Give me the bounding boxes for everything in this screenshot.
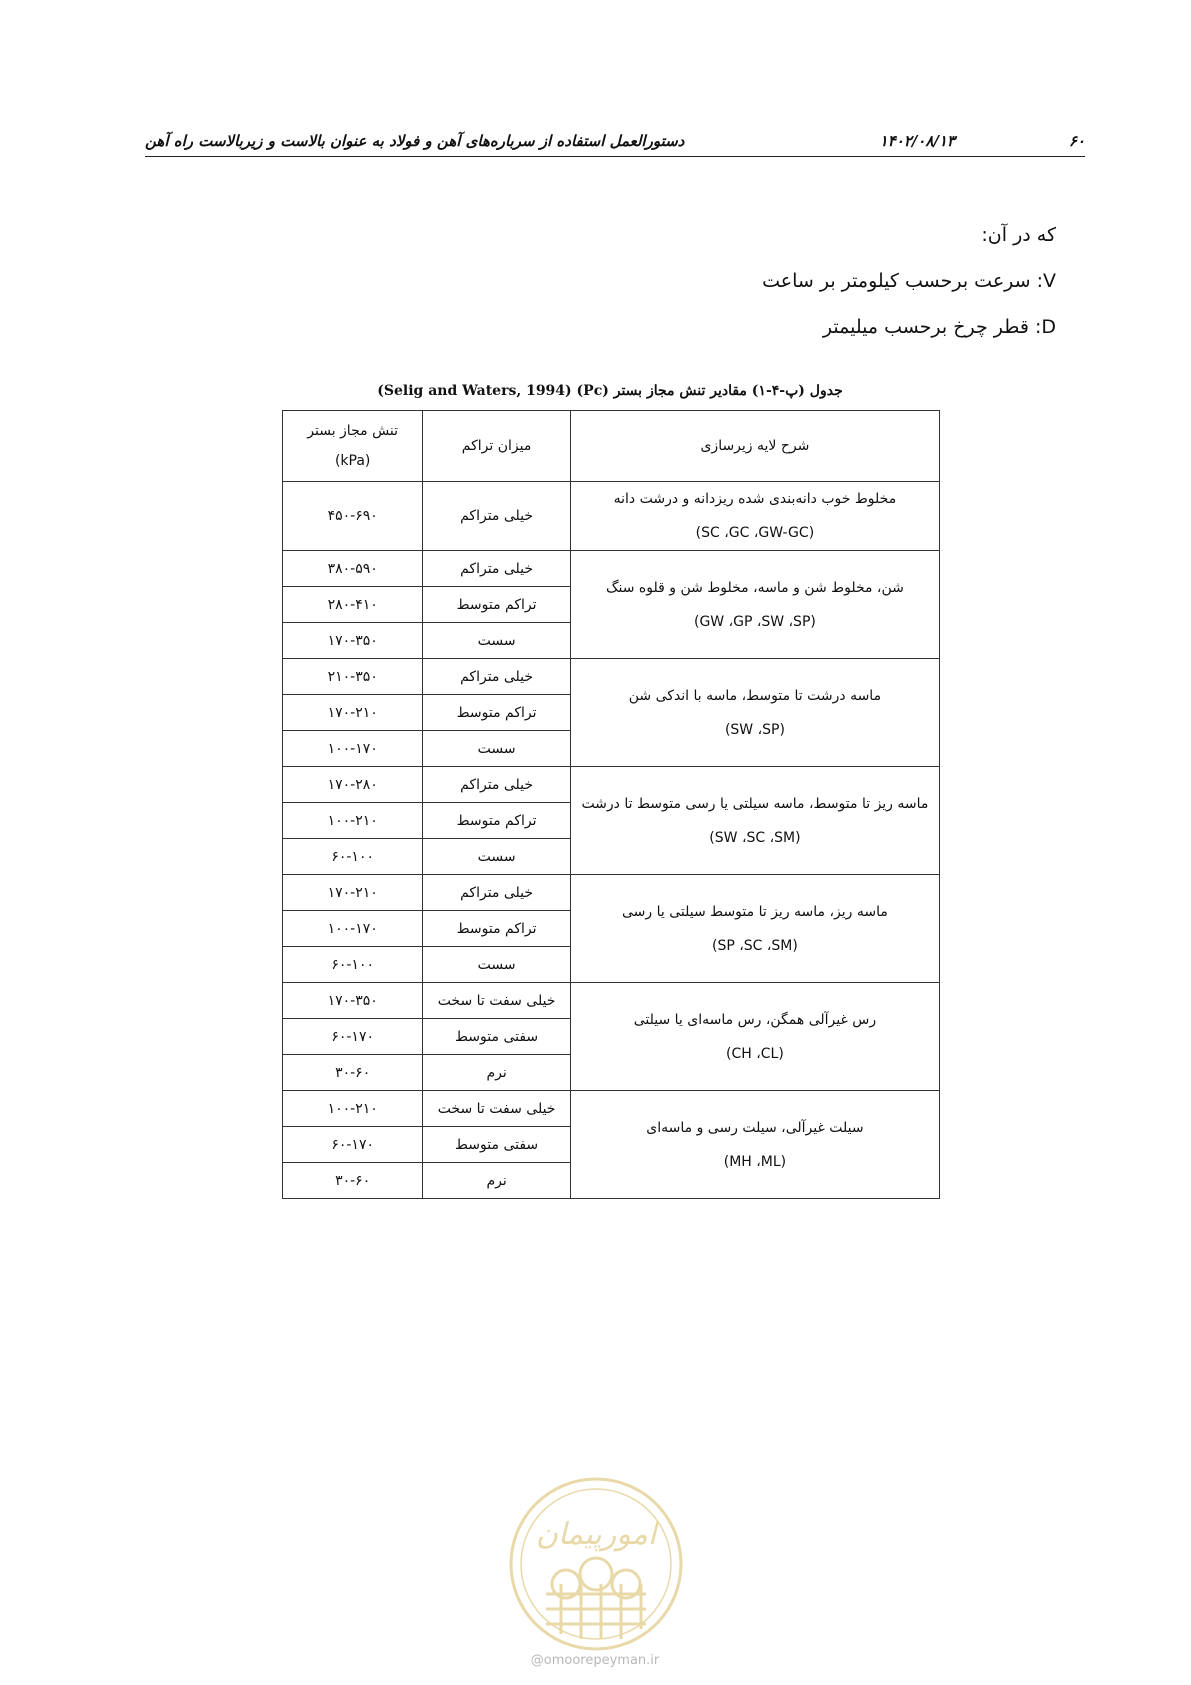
density-cell: خیلی متراکم [423,875,571,911]
watermark-url: @omoorepeyman.ir [530,1653,660,1668]
allowable-stress-cell: ۶۰-۱۰۰ [283,947,423,983]
allowable-stress-cell: ۱۷۰-۳۵۰ [283,983,423,1019]
header-stress-label: تنش مجاز بستر [307,423,399,439]
density-cell: سفتی متوسط [423,1019,571,1055]
density-cell: خیلی متراکم [423,659,571,695]
header-allowable-stress [283,411,423,482]
soil-description-cell [570,875,939,983]
header-stress-unit: (kPa) [334,453,371,469]
table-row [283,875,940,911]
density-cell: سست [423,731,571,767]
soil-classification: (MH ،ML) [723,1153,787,1170]
allowable-stress-cell: ۱۷۰-۲۱۰ [283,875,423,911]
header-title: دستورالعمل استفاده از سرباره‌های آهن و فولاد به عنوان بالاست و زیربالاست راه آهن [145,132,685,150]
table-caption: جدول (پ-۴-۱) مقادیر تنش مجاز بستر (Pc) (Selig and Waters, 1994) [377,383,843,399]
soil-description-cell [570,551,939,659]
soil-description-cell [570,767,939,875]
soil-description: شن، مخلوط شن و ماسه، مخلوط شن و قلوه سنگ [605,579,904,596]
soil-classification: (SW ،SC ،SM) [709,829,801,846]
soil-description-cell [570,983,939,1091]
soil-description: ماسه درشت تا متوسط، ماسه با اندکی شن [628,687,882,704]
allowable-stress-cell: ۲۸۰-۴۱۰ [283,587,423,623]
header-date: ۱۴۰۲/۰۸/۱۳ [879,132,955,150]
allowable-stress-cell: ۱۷۰-۲۱۰ [283,695,423,731]
allowable-stress-cell: ۴۵۰-۶۹۰ [283,482,423,551]
soil-description-cell [570,659,939,767]
soil-classification: (SW ،SP) [724,721,785,738]
table-row [283,482,940,551]
density-cell: خیلی متراکم [423,482,571,551]
density-cell: سست [423,623,571,659]
density-cell: خیلی سفت تا سخت [423,1091,571,1127]
allowable-stress-table [282,410,940,1199]
soil-classification: (SP ،SC ،SM) [712,937,798,954]
diameter-definition: D: قطر چرخ برحسب میلیمتر [822,316,1056,338]
allowable-stress-cell: ۱۰۰-۱۷۰ [283,911,423,947]
density-cell: سست [423,839,571,875]
density-cell: تراکم متوسط [423,911,571,947]
allowable-stress-cell: ۲۱۰-۳۵۰ [283,659,423,695]
header-density: میزان تراکم [423,411,571,482]
allowable-stress-cell: ۱۷۰-۳۵۰ [283,623,423,659]
soil-classification: (SC ،GC ،GW-GC) [695,525,815,541]
density-cell: نرم [423,1163,571,1199]
allowable-stress-cell: ۶۰-۱۷۰ [283,1127,423,1163]
allowable-stress-cell: ۱۷۰-۲۸۰ [283,767,423,803]
allowable-stress-cell: ۳۰-۶۰ [283,1163,423,1199]
allowable-stress-cell: ۳۰-۶۰ [283,1055,423,1091]
header-description: شرح لایه زیرسازی [570,411,939,482]
variable-definitions [762,212,1056,350]
table-row [283,767,940,803]
soil-description-cell [570,1091,939,1199]
velocity-definition: V: سرعت برحسب کیلومتر بر ساعت [762,270,1056,292]
density-cell: خیلی متراکم [423,767,571,803]
allowable-stress-cell: ۳۸۰-۵۹۰ [283,551,423,587]
density-cell: نرم [423,1055,571,1091]
soil-classification: (GW ،GP ،SW ،SP) [693,613,816,630]
density-cell: تراکم متوسط [423,695,571,731]
density-cell: سست [423,947,571,983]
table-body [283,482,940,1199]
soil-description-cell [570,482,939,551]
where-text: که در آن: [981,224,1056,246]
density-cell: تراکم متوسط [423,587,571,623]
density-cell: تراکم متوسط [423,803,571,839]
page-number: ۶۰ [1068,132,1085,150]
soil-description: سیلت غیرآلی، سیلت رسی و ماسه‌ای [646,1119,864,1136]
table-row [283,1091,940,1127]
soil-description: مخلوط خوب دانه‌بندی شده ریزدانه و درشت دانه [613,491,897,507]
table-header-row [283,411,940,482]
allowable-stress-cell: ۶۰-۱۰۰ [283,839,423,875]
allowable-stress-cell: ۱۰۰-۲۱۰ [283,1091,423,1127]
omoorepeyman-logo-watermark [506,1474,686,1654]
table-row [283,983,940,1019]
allowable-stress-cell: ۱۰۰-۱۷۰ [283,731,423,767]
soil-description: ماسه ریز، ماسه ریز تا متوسط سیلتی یا رسی [622,903,888,920]
density-cell: خیلی متراکم [423,551,571,587]
soil-description: رس غیرآلی همگن، رس ماسه‌ای یا سیلتی [633,1011,877,1028]
soil-description: ماسه ریز تا متوسط، ماسه سیلتی یا رسی متوسط تا درشت [581,795,929,812]
soil-classification: (CH ،CL) [726,1045,784,1062]
logo-text: امورپیمان [535,1517,657,1552]
allowable-stress-cell: ۶۰-۱۷۰ [283,1019,423,1055]
density-cell: خیلی سفت تا سخت [423,983,571,1019]
density-cell: سفتی متوسط [423,1127,571,1163]
page-header [145,128,1085,157]
table-row [283,659,940,695]
table-row [283,551,940,587]
allowable-stress-cell: ۱۰۰-۲۱۰ [283,803,423,839]
